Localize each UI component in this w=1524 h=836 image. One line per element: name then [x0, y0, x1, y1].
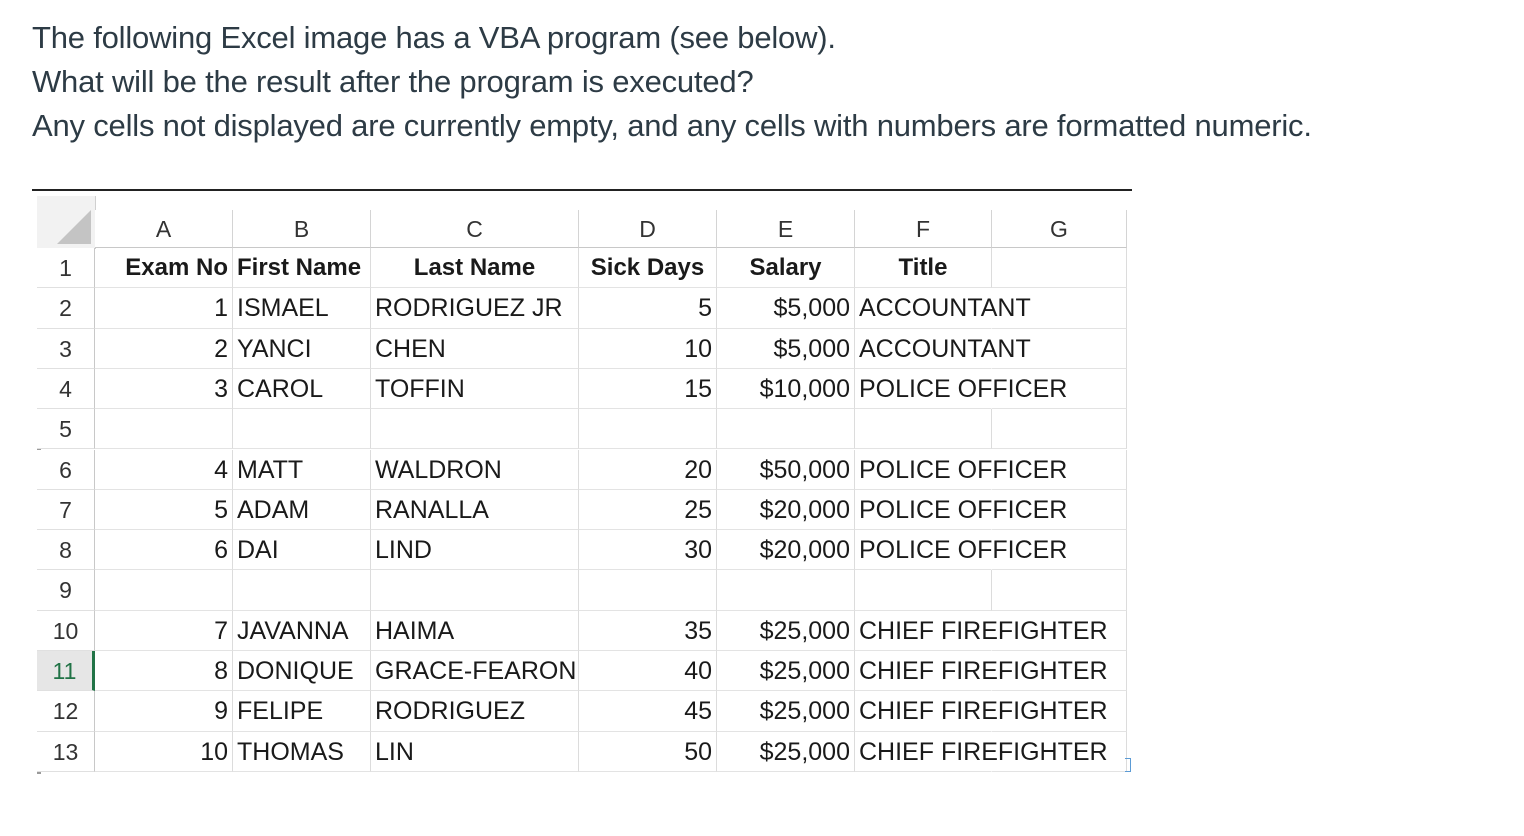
table-cell-b-row-8: DAI	[233, 530, 371, 570]
table-cell-f-row-12: CHIEF FIREFIGHTER	[855, 691, 992, 731]
table-cell-g-row-10	[992, 611, 1127, 651]
table-cell-f-row-11: CHIEF FIREFIGHTER	[855, 651, 992, 691]
table-cell-e-row-5	[717, 409, 855, 449]
row-header-5: 5	[37, 409, 95, 449]
table-cell-g-row-12	[992, 691, 1127, 731]
table-cell-f-row-13: CHIEF FIREFIGHTER	[855, 732, 992, 772]
table-cell-g-row-5	[992, 409, 1127, 449]
select-all-triangle-icon	[57, 210, 91, 244]
table-cell-b-row-6: MATT	[233, 450, 371, 490]
selection-bracket-icon	[1125, 758, 1131, 772]
row-header-8: 8	[37, 530, 95, 570]
column-header-b: B	[233, 210, 371, 248]
header-cell-a: Exam No	[95, 248, 233, 288]
column-header-d: D	[579, 210, 717, 248]
table-cell-a-row-2: 1	[95, 288, 233, 328]
table-cell-g-row-13	[992, 732, 1127, 772]
table-cell-d-row-3: 10	[579, 329, 717, 369]
table-cell-g-row-6	[992, 450, 1127, 490]
question-text	[32, 16, 1472, 148]
table-cell-g-row-4	[992, 369, 1127, 409]
table-cell-b-row-2: ISMAEL	[233, 288, 371, 328]
table-cell-a-row-7: 5	[95, 490, 233, 530]
table-cell-c-row-12: RODRIGUEZ	[371, 691, 579, 731]
table-cell-g-row-8	[992, 530, 1127, 570]
table-cell-b-row-9	[233, 570, 371, 610]
header-cell-g	[992, 248, 1127, 288]
row-header-3: 3	[37, 329, 95, 369]
row-header-9: 9	[37, 570, 95, 610]
table-cell-c-row-8: LIND	[371, 530, 579, 570]
table-cell-c-row-11: GRACE-FEARON	[371, 651, 579, 691]
column-header-f: F	[855, 210, 992, 248]
row-header-7: 7	[37, 490, 95, 530]
table-cell-d-row-12: 45	[579, 691, 717, 731]
table-cell-d-row-11: 40	[579, 651, 717, 691]
table-cell-a-row-3: 2	[95, 329, 233, 369]
table-cell-a-row-9	[95, 570, 233, 610]
table-cell-c-row-13: LIN	[371, 732, 579, 772]
table-cell-g-row-3	[992, 329, 1127, 369]
table-cell-f-row-4: POLICE OFFICER	[855, 369, 992, 409]
table-cell-e-row-7: $20,000	[717, 490, 855, 530]
table-cell-c-row-7: RANALLA	[371, 490, 579, 530]
table-cell-a-row-8: 6	[95, 530, 233, 570]
table-cell-f-row-3: ACCOUNTANT	[855, 329, 992, 369]
table-cell-d-row-10: 35	[579, 611, 717, 651]
row-header-12: 12	[37, 691, 95, 731]
table-cell-e-row-4: $10,000	[717, 369, 855, 409]
table-cell-d-row-6: 20	[579, 450, 717, 490]
table-cell-e-row-2: $5,000	[717, 288, 855, 328]
column-header-a: A	[95, 210, 233, 248]
row-header-4: 4	[37, 369, 95, 409]
table-cell-f-row-7: POLICE OFFICER	[855, 490, 992, 530]
column-header-c: C	[371, 210, 579, 248]
table-cell-d-row-7: 25	[579, 490, 717, 530]
table-cell-d-row-8: 30	[579, 530, 717, 570]
question-line-2: What will be the result after the program is executed?	[32, 64, 754, 99]
table-cell-a-row-10: 7	[95, 611, 233, 651]
table-cell-f-row-10: CHIEF FIREFIGHTER	[855, 611, 992, 651]
table-cell-e-row-3: $5,000	[717, 329, 855, 369]
row-header-2: 2	[37, 288, 95, 328]
table-cell-b-row-12: FELIPE	[233, 691, 371, 731]
table-cell-a-row-12: 9	[95, 691, 233, 731]
table-cell-d-row-13: 50	[579, 732, 717, 772]
select-all-corner	[37, 196, 96, 249]
table-cell-a-row-4: 3	[95, 369, 233, 409]
table-cell-b-row-3: YANCI	[233, 329, 371, 369]
table-cell-c-row-9	[371, 570, 579, 610]
header-cell-c: Last Name	[371, 248, 579, 288]
table-cell-b-row-11: DONIQUE	[233, 651, 371, 691]
table-cell-e-row-6: $50,000	[717, 450, 855, 490]
row-header-11: 11	[37, 651, 95, 691]
table-cell-f-row-5	[855, 409, 992, 449]
table-cell-d-row-2: 5	[579, 288, 717, 328]
header-cell-e: Salary	[717, 248, 855, 288]
table-cell-a-row-11: 8	[95, 651, 233, 691]
column-header-g: G	[992, 210, 1127, 248]
header-cell-f: Title	[855, 248, 992, 288]
table-cell-f-row-9	[855, 570, 992, 610]
row-header-10: 10	[37, 611, 95, 651]
table-cell-g-row-11	[992, 651, 1127, 691]
table-cell-f-row-6: POLICE OFFICER	[855, 450, 992, 490]
question-line-1: The following Excel image has a VBA program (see below).	[32, 20, 836, 55]
table-cell-f-row-8: POLICE OFFICER	[855, 530, 992, 570]
table-cell-c-row-4: TOFFIN	[371, 369, 579, 409]
table-cell-c-row-3: CHEN	[371, 329, 579, 369]
table-cell-e-row-8: $20,000	[717, 530, 855, 570]
column-header-e: E	[717, 210, 855, 248]
table-cell-b-row-10: JAVANNA	[233, 611, 371, 651]
table-cell-b-row-13: THOMAS	[233, 732, 371, 772]
table-cell-d-row-4: 15	[579, 369, 717, 409]
row-header-1: 1	[37, 248, 95, 288]
header-cell-b: First Name	[233, 248, 371, 288]
table-cell-e-row-12: $25,000	[717, 691, 855, 731]
table-cell-e-row-10: $25,000	[717, 611, 855, 651]
table-cell-a-row-5	[95, 409, 233, 449]
table-cell-c-row-10: HAIMA	[371, 611, 579, 651]
table-cell-g-row-9	[992, 570, 1127, 610]
table-cell-g-row-7	[992, 490, 1127, 530]
table-cell-f-row-2: ACCOUNTANT	[855, 288, 992, 328]
header-cell-d: Sick Days	[579, 248, 717, 288]
excel-spreadsheet-image	[37, 196, 1127, 774]
table-cell-c-row-2: RODRIGUEZ JR	[371, 288, 579, 328]
table-cell-d-row-5	[579, 409, 717, 449]
question-line-3: Any cells not displayed are currently empty, and any cells with numbers are formatted numeric.	[32, 108, 1312, 143]
table-cell-e-row-11: $25,000	[717, 651, 855, 691]
table-cell-e-row-13: $25,000	[717, 732, 855, 772]
table-cell-d-row-9	[579, 570, 717, 610]
table-cell-a-row-13: 10	[95, 732, 233, 772]
table-cell-c-row-6: WALDRON	[371, 450, 579, 490]
row-header-13: 13	[37, 732, 95, 772]
horizontal-divider	[32, 189, 1132, 191]
table-cell-c-row-5	[371, 409, 579, 449]
table-cell-a-row-6: 4	[95, 450, 233, 490]
table-cell-e-row-9	[717, 570, 855, 610]
table-cell-b-row-5	[233, 409, 371, 449]
table-cell-b-row-7: ADAM	[233, 490, 371, 530]
row-header-6: 6	[37, 450, 95, 490]
table-cell-g-row-2	[992, 288, 1127, 328]
table-cell-b-row-4: CAROL	[233, 369, 371, 409]
